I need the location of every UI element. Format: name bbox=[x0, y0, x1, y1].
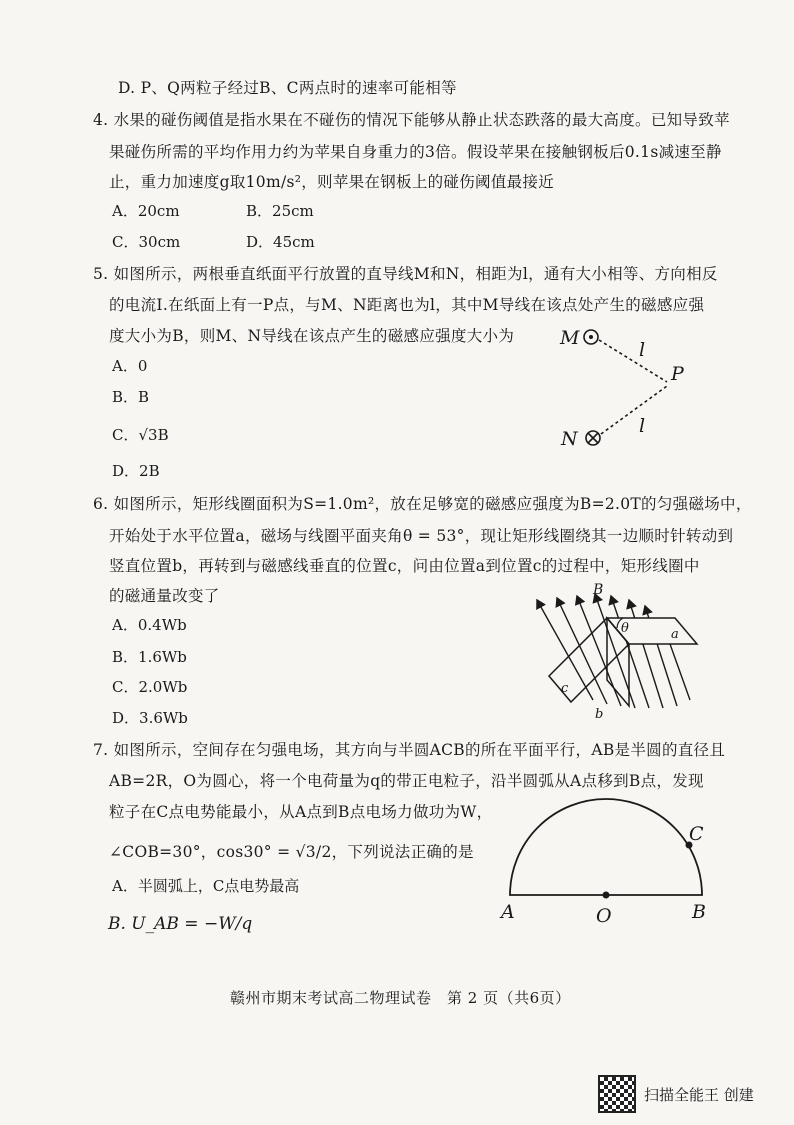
dot-out-icon bbox=[584, 330, 598, 344]
q7-line-3: 粒子在C点电势能最小，从A点到B点电场力做功为W， bbox=[109, 803, 493, 821]
q6-option-a: A．0.4Wb bbox=[112, 616, 187, 634]
page-footer: 赣州市期末考试高二物理试卷 第 2 页（共6页） bbox=[230, 989, 571, 1007]
q6-label-b-field: B bbox=[593, 582, 604, 598]
q6-line-4: 的磁通量改变了 bbox=[109, 587, 220, 605]
q3-option-d: D. P、Q两粒子经过B、C两点时的速率可能相等 bbox=[118, 79, 457, 97]
q6-label-b-pos: b bbox=[595, 707, 604, 720]
q7-line-1: 7. 如图所示，空间存在匀强电场，其方向与半圆ACB的所在平面平行，AB是半圆的直径且 bbox=[93, 741, 726, 759]
q7-label-c: C bbox=[689, 823, 704, 845]
q7-option-b: B. U_AB = −W/q bbox=[108, 914, 253, 934]
q6-label-c: c bbox=[561, 681, 569, 696]
q5-option-c: C．√3B bbox=[112, 426, 169, 444]
q5-label-n: N bbox=[561, 428, 578, 450]
q6-line-1: 6. 如图所示，矩形线圈面积为S=1.0m²，放在足够宽的磁感应强度为B=2.0T的匀强磁场中， bbox=[93, 495, 752, 513]
q5-option-d: D．2B bbox=[112, 462, 160, 480]
q5-label-m: M bbox=[560, 327, 580, 349]
q4-option-a: A．20cm bbox=[112, 202, 180, 220]
q6-option-c: C．2.0Wb bbox=[112, 678, 188, 696]
q6-label-a: a bbox=[671, 627, 679, 642]
q6-label-theta: θ bbox=[621, 621, 629, 636]
q5-line-3: 度大小为B，则M、N导线在该点产生的磁感应强度大小为 bbox=[109, 327, 515, 345]
q6-option-d: D．3.6Wb bbox=[112, 709, 188, 727]
cross-in-icon bbox=[586, 431, 600, 445]
q5-line-1: 5. 如图所示，两根垂直纸面平行放置的直导线M和N，相距为l，通有大小相等、方向相反 bbox=[93, 265, 718, 283]
scanner-watermark bbox=[598, 1075, 754, 1113]
q4-option-c: C．30cm bbox=[112, 233, 181, 251]
point-o bbox=[603, 892, 610, 899]
q7-line-2: AB=2R，O为圆心，将一个电荷量为q的带正电粒子，沿半圆弧从A点移到B点，发现 bbox=[109, 772, 704, 790]
q6-line-2: 开始处于水平位置a，磁场与线圈平面夹角θ = 53°，现让矩形线圈绕其一边顺时针转动到 bbox=[109, 527, 734, 545]
q6-figure bbox=[525, 580, 700, 720]
q5-dashed-mp bbox=[599, 340, 667, 382]
field-lines bbox=[537, 594, 690, 708]
q4-line-3: 止，重力加速度g取10m/s²，则苹果在钢板上的碰伤阈值最接近 bbox=[109, 173, 555, 191]
q5-option-a: A．0 bbox=[112, 357, 148, 375]
q5-label-l2: l bbox=[639, 415, 646, 437]
q7-label-o: O bbox=[596, 905, 612, 927]
q5-dashed-np bbox=[601, 386, 667, 434]
q6-line-3: 竖直位置b，再转到与磁感线垂直的位置c，问由位置a到位置c的过程中，矩形线圈中 bbox=[109, 557, 700, 575]
q5-option-b: B．B bbox=[112, 388, 150, 406]
semicircle bbox=[510, 799, 702, 895]
qr-code-icon bbox=[598, 1075, 636, 1113]
q7-option-a: A．半圆弧上，C点电势最高 bbox=[112, 877, 300, 895]
q4-option-d: D．45cm bbox=[246, 233, 315, 251]
q5-figure bbox=[555, 320, 705, 450]
q7-label-b: B bbox=[692, 901, 706, 923]
q4-line-1: 4. 水果的碰伤阈值是指水果在不碰伤的情况下能够从静止状态跌落的最大高度。已知导致苹 bbox=[93, 111, 730, 129]
scanner-label: 扫描全能王 创建 bbox=[644, 1085, 754, 1104]
q5-line-2: 的电流I.在纸面上有一P点，与M、N距离也为l，其中M导线在该点处产生的磁感应强 bbox=[109, 296, 705, 314]
q4-line-2: 果碰伤所需的平均作用力约为苹果自身重力的3倍。假设苹果在接触钢板后0.1s减速至静 bbox=[109, 143, 722, 161]
q7-line-4: ∠COB=30°，cos30° = √3/2，下列说法正确的是 bbox=[109, 843, 474, 861]
q5-label-l1: l bbox=[639, 339, 646, 361]
q6-option-b: B．1.6Wb bbox=[112, 648, 187, 666]
q4-option-b: B．25cm bbox=[246, 202, 314, 220]
q5-label-p: P bbox=[671, 363, 684, 385]
q7-label-a: A bbox=[501, 901, 515, 923]
q7-figure bbox=[495, 770, 720, 930]
